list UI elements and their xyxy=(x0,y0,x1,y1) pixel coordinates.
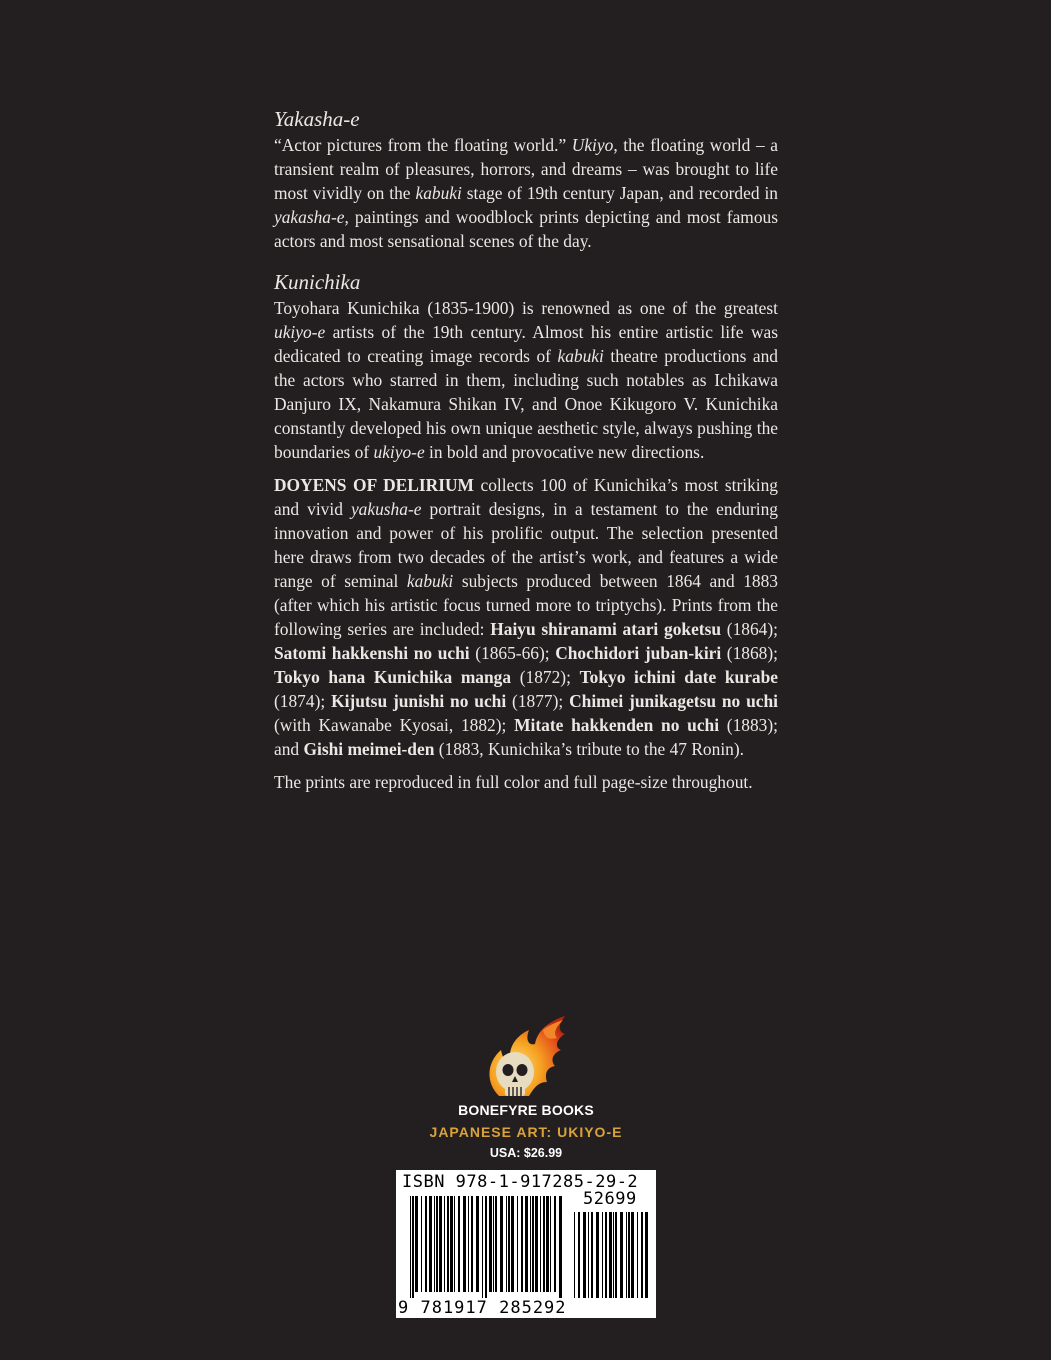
barcode-bar xyxy=(447,1196,449,1292)
barcode-bar xyxy=(532,1196,534,1292)
barcode-bar xyxy=(506,1196,507,1292)
barcode-bar xyxy=(439,1196,442,1292)
section-heading-yakasha: Yakasha-e xyxy=(274,107,360,131)
barcode-bar xyxy=(559,1196,562,1298)
barcode-bar xyxy=(468,1196,469,1292)
barcode-bar xyxy=(458,1196,460,1292)
barcode-bar xyxy=(583,1212,586,1298)
barcode-bar xyxy=(578,1212,580,1298)
barcode-bar xyxy=(543,1196,545,1292)
barcode-bar xyxy=(508,1196,510,1292)
barcode-bar xyxy=(637,1212,638,1298)
publisher-category: JAPANESE ART: UKIYO-E xyxy=(429,1124,623,1140)
barcode-bar xyxy=(550,1196,551,1292)
barcode-bar xyxy=(517,1196,518,1292)
barcode-bar xyxy=(574,1212,575,1298)
barcode-bar xyxy=(596,1212,599,1298)
price-label: USA: $26.99 xyxy=(489,1146,563,1160)
barcode-bar xyxy=(540,1196,541,1292)
closing-paragraph: The prints are reproduced in full color and full page-size throughout. xyxy=(274,772,753,792)
section-heading-kunichika: Kunichika xyxy=(274,270,361,294)
publisher-block xyxy=(396,1010,656,1160)
barcode-bar xyxy=(546,1196,549,1292)
barcode-bar xyxy=(535,1196,538,1292)
barcode-bar xyxy=(412,1196,414,1298)
barcode-bar xyxy=(620,1212,623,1298)
barcode-bar xyxy=(463,1196,466,1292)
barcode-bar xyxy=(489,1196,492,1292)
barcode-bar xyxy=(485,1196,487,1298)
barcode-bar xyxy=(525,1196,528,1292)
barcode-bar xyxy=(609,1212,612,1298)
barcode-bar xyxy=(511,1196,514,1292)
barcode-bar xyxy=(454,1196,455,1292)
barcode-bar xyxy=(493,1196,494,1292)
barcode-bar xyxy=(415,1196,418,1292)
barcode-bar xyxy=(613,1212,614,1298)
barcode-bar xyxy=(628,1212,630,1298)
barcode-bar xyxy=(521,1196,523,1292)
barcode-bar xyxy=(410,1196,411,1298)
isbn-barcode xyxy=(396,1170,656,1318)
barcode-bar xyxy=(588,1212,589,1298)
barcode-bar xyxy=(471,1196,473,1292)
barcode-bar xyxy=(530,1196,531,1292)
ean-digits: 9 781917 285292 xyxy=(398,1298,567,1318)
barcode-bar xyxy=(450,1196,453,1292)
barcode-bar xyxy=(429,1196,432,1292)
barcode-bar xyxy=(645,1212,648,1298)
price-code: 52699 xyxy=(583,1189,637,1209)
barcode-bar xyxy=(591,1212,593,1298)
barcode-bar xyxy=(495,1196,497,1292)
barcode-bar xyxy=(615,1212,617,1298)
barcode-bar xyxy=(602,1212,603,1298)
isbn-text: ISBN 978-1-917285-29-2 xyxy=(402,1172,639,1192)
flaming-skull-icon xyxy=(481,1010,571,1102)
barcode-bar xyxy=(631,1212,634,1298)
barcode-bar xyxy=(444,1196,445,1292)
publisher-name: BONEFYRE BOOKS xyxy=(458,1102,594,1118)
barcode-bar xyxy=(425,1196,427,1292)
barcode-bar xyxy=(641,1212,643,1298)
barcode-bar xyxy=(500,1196,503,1292)
kunichika-paragraph: Toyohara Kunichika (1835-1900) is renowned as one of the greatest ukiyo-e artists of the 19th century. Almost his entire artistic life was dedicated to creating image records of kabuki theatre productions and the actors who starred in them, including such notables as Ichikawa Danjuro IX, Nakamura Shikan IV, and Onoe Kikugoro V. Kunichika constantly developed his own unique aesthetic style, always pushing the boundaries of ukiyo-e in bold and provocative new directions. xyxy=(274,298,778,462)
barcode-bar xyxy=(605,1212,607,1298)
barcode-bar xyxy=(436,1196,438,1292)
doyens-paragraph: DOYENS OF DELIRIUM collects 100 of Kunichika’s most striking and vivid yakusha-e portrait designs, in a testament to the enduring innovation and power of his prolific output. The selection presented here draws from two decades of the artist’s work, and features a wide range of seminal kabuki subjects produced between 1864 and 1883 (after which his artistic focus turned more to triptychs). Prints from the following series are included: Haiyu shiranami atari goketsu (1864); Satomi hakkenshi no uchi (1865-66); Chochidori juban-kiri (1868); Tokyo hana Kunichika manga (1872); Tokyo ichini date kurabe (1874); Kijutsu junishi no uchi (1877); Chimei junikagetsu no uchi (with Kawanabe Kyosai, 1882); Mitate hakkenden no uchi (1883); and Gishi meimei-den (1883, Kunichika’s tribute to the 47 Ronin). xyxy=(274,475,779,759)
yakasha-paragraph: “Actor pictures from the floating world.” Ukiyo, the floating world – a transient realm of pleasures, horrors, and dreams – was brought to life most vividly on the kabuki stage of 19th century Japan, and recorded in yakasha-e, paintings and woodblock prints depicting and most famous actors and most sensational scenes of the day. xyxy=(274,135,779,251)
barcode-bar xyxy=(626,1212,627,1298)
barcode-bar xyxy=(421,1196,422,1292)
barcode-bar xyxy=(554,1196,556,1292)
barcode-bar xyxy=(482,1196,483,1298)
barcode-bar xyxy=(434,1196,435,1292)
back-cover-text xyxy=(274,106,778,794)
barcode-bar xyxy=(476,1196,479,1292)
